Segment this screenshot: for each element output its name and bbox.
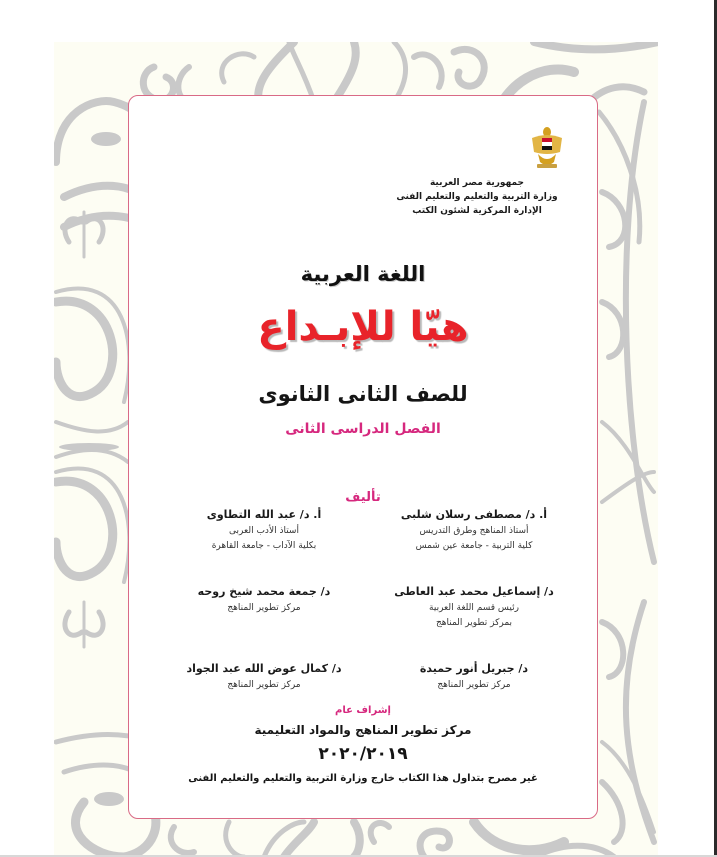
ministry-line-department: الإدارة المركزية لشئون الكتب xyxy=(412,206,542,216)
ministry-line-country: جمهورية مصر العربية xyxy=(429,178,525,188)
supervision-label: إشراف عام xyxy=(335,705,391,716)
subject-heading: اللغة العربية xyxy=(300,262,426,286)
title-page-card xyxy=(128,95,598,819)
author-role: مركز تطوير المناهج xyxy=(227,680,301,690)
author-role: مركز تطوير المناهج xyxy=(437,680,511,690)
book-cover xyxy=(54,42,658,857)
author-name: أ. د/ عبد الله التطاوى xyxy=(206,508,322,521)
author-entry xyxy=(169,660,359,693)
author-name: د/ جمعة محمد شيخ روحه xyxy=(197,585,331,598)
author-role: بمركز تطوير المناهج xyxy=(435,618,513,628)
author-entry xyxy=(379,583,569,631)
author-role: أستاذ الأدب العربى xyxy=(229,526,299,536)
ministry-line-ministry: وزارة التربية والتعليم والتعليم الفنى xyxy=(396,192,558,202)
author-name: د/ كمال عوض الله عبد الجواد xyxy=(186,662,342,675)
distribution-notice: غير مصرح بتداول هذا الكتاب خارج وزارة التربية والتعليم والتعليم الفنى xyxy=(188,773,538,784)
author-entry xyxy=(379,660,569,693)
authorship-label: تأليف xyxy=(345,490,381,505)
book-title: هيّا للإبـداع xyxy=(257,304,469,350)
author-entry xyxy=(169,583,359,616)
author-role: بكلية الآداب - جامعة القاهرة xyxy=(211,541,317,551)
author-role: أستاذ المناهج وطرق التدريس xyxy=(419,526,529,536)
academic-year: ٢٠٢٠/٢٠١٩ xyxy=(318,744,408,764)
author-entry xyxy=(169,506,359,554)
author-name: د/ إسماعيل محمد عبد العاطى xyxy=(394,585,554,598)
author-entry xyxy=(379,506,569,554)
author-role: رئيس قسم اللغة العربية xyxy=(429,603,519,613)
author-role: كلية التربية - جامعة عين شمس xyxy=(415,541,533,551)
grade-level: للصف الثانى الثانوى xyxy=(258,382,468,406)
ministry-header xyxy=(377,176,577,218)
egypt-eagle-emblem-icon xyxy=(530,124,564,170)
author-name: أ. د/ مصطفى رسلان شلبى xyxy=(400,508,548,521)
author-role: مركز تطوير المناهج xyxy=(227,603,301,613)
academic-term: الفصل الدراسى الثانى xyxy=(285,421,441,437)
curriculum-center-name: مركز تطوير المناهج والمواد التعليمية xyxy=(254,723,472,737)
author-name: د/ جبريل أنور حميدة xyxy=(419,662,529,675)
